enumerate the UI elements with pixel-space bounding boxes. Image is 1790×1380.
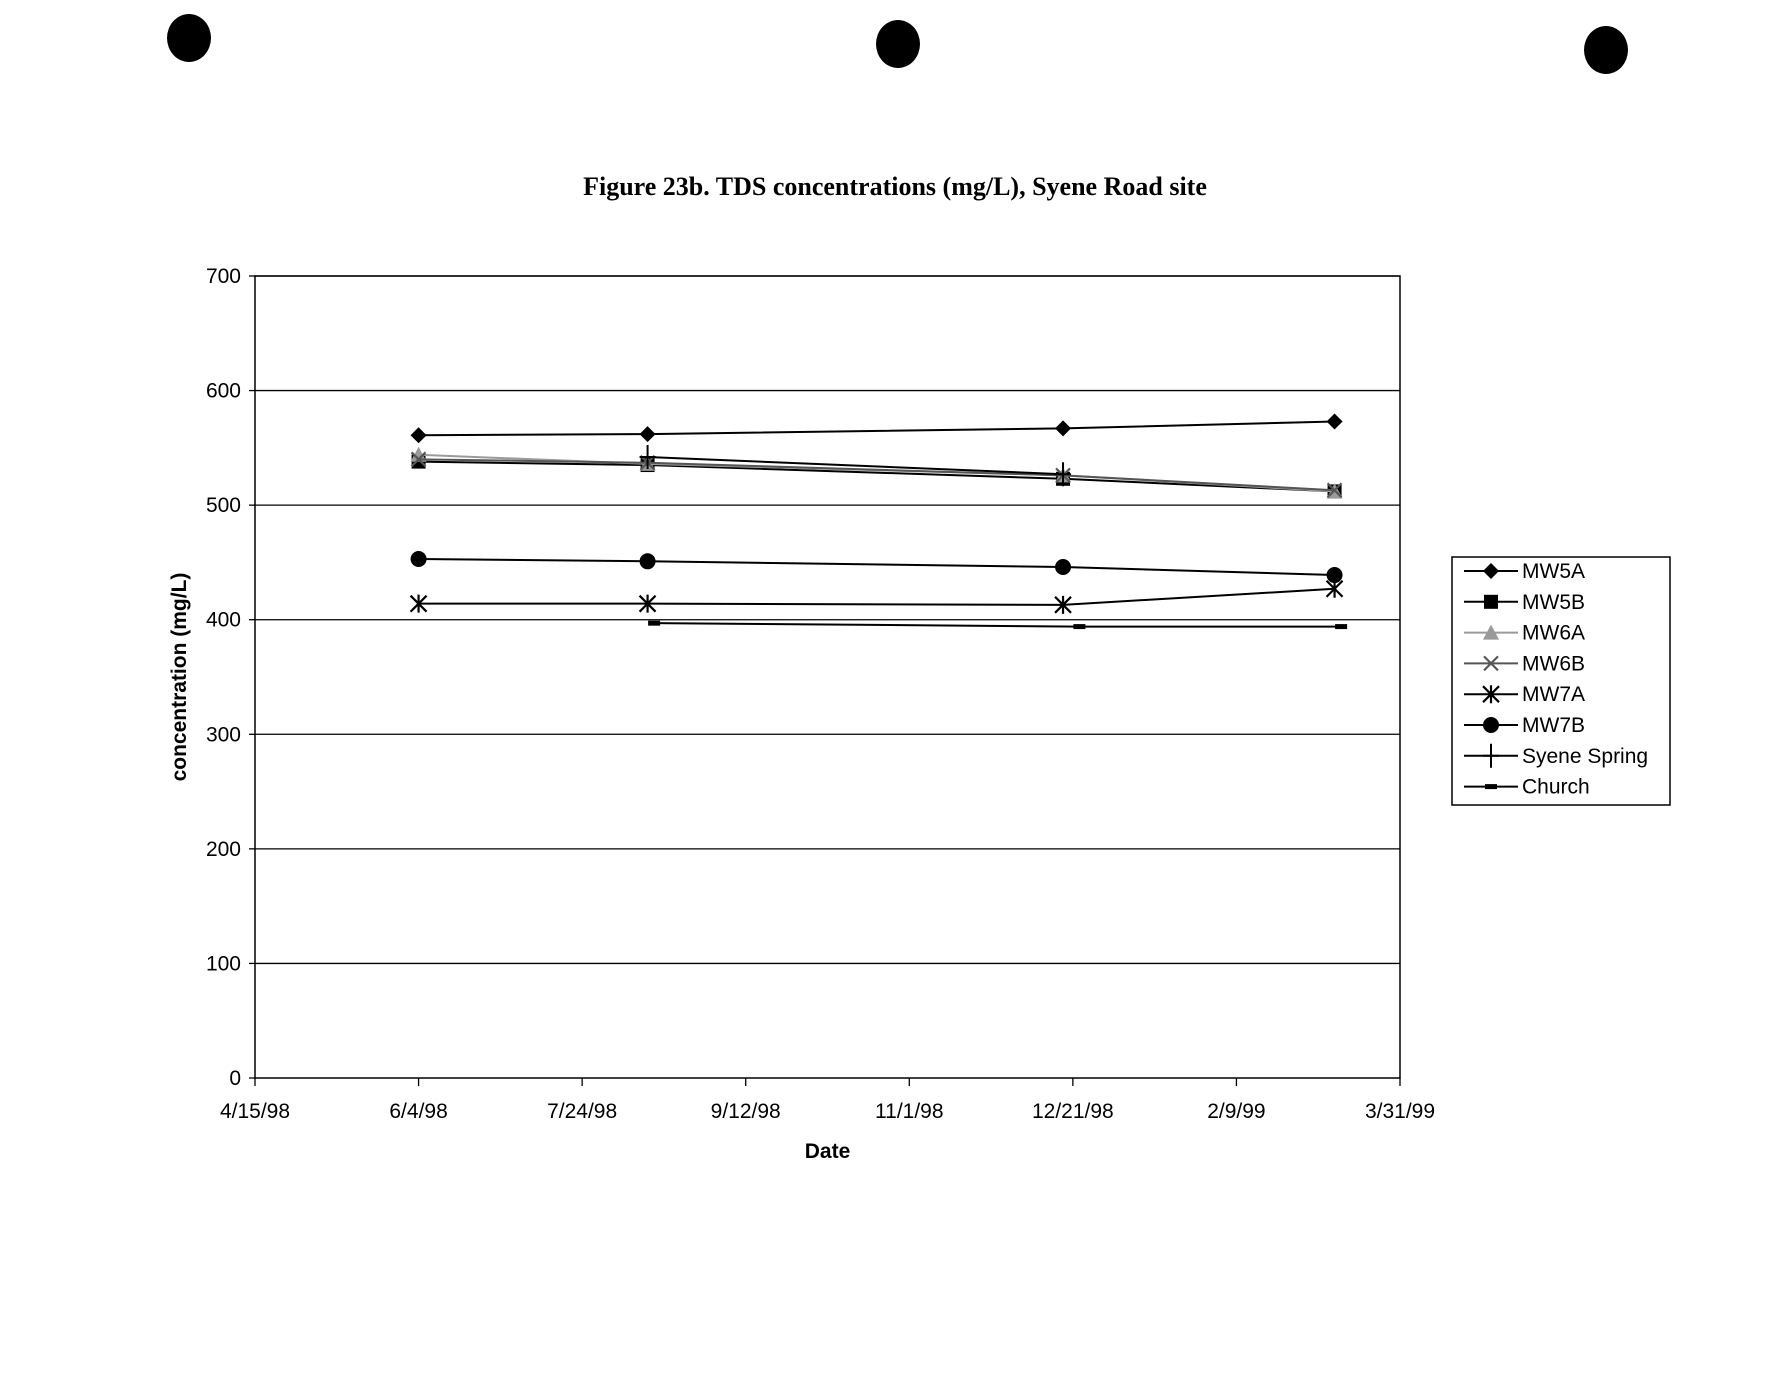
data-point-church [1335, 624, 1347, 629]
y-tick-label: 400 [205, 608, 241, 632]
legend-label: Syene Spring [1522, 744, 1649, 768]
y-tick-label: 0 [229, 1067, 241, 1090]
y-tick-label: 300 [205, 723, 241, 747]
data-point-mw5a [1055, 420, 1071, 436]
data-point-mw7b [640, 553, 656, 569]
y-tick-label: 100 [205, 952, 241, 976]
series-line-church [654, 623, 1341, 626]
data-point-mw5a [1327, 414, 1343, 430]
x-tick-label: 12/21/98 [1031, 1100, 1114, 1123]
plot-area [255, 276, 1400, 1078]
legend-marker-mw7b [1483, 717, 1499, 733]
data-point-mw7b [1327, 567, 1343, 583]
legend-marker-church [1485, 784, 1497, 789]
x-axis-title: Date [804, 1140, 851, 1163]
x-tick-label: 9/12/98 [710, 1100, 781, 1123]
legend-label: Church [1522, 775, 1590, 799]
data-point-mw7b [1055, 559, 1071, 575]
y-tick-label: 500 [205, 494, 241, 518]
series-line-mw5a [419, 422, 1335, 436]
legend [1452, 557, 1670, 805]
legend-marker-mw5b [1484, 595, 1498, 609]
data-point-church [1073, 624, 1085, 629]
x-tick-label: 11/1/98 [875, 1100, 944, 1123]
data-point-mw5a [640, 426, 656, 442]
y-tick-label: 700 [205, 265, 241, 288]
data-point-mw7b [411, 551, 427, 567]
legend-label: MW7A [1522, 683, 1585, 707]
legend-label: MW6B [1522, 652, 1585, 676]
legend-label: MW7B [1522, 714, 1585, 737]
series-line-mw7b [419, 559, 1335, 575]
y-tick-label: 600 [205, 379, 241, 403]
x-tick-label: 3/31/99 [1364, 1100, 1436, 1123]
x-tick-label: 4/15/98 [219, 1100, 291, 1123]
legend-item-syene-spring [1464, 744, 1648, 768]
series-line-mw7a [419, 589, 1335, 605]
legend-label: MW6A [1522, 621, 1585, 645]
data-point-church [648, 621, 660, 626]
series-mw5a [411, 414, 1343, 444]
data-point-mw5a [411, 427, 427, 443]
y-axis-title: concentration (mg/L) [168, 572, 191, 782]
x-tick-label: 7/24/98 [547, 1100, 618, 1123]
legend-label: MW5A [1522, 560, 1585, 583]
y-tick-label: 200 [205, 837, 241, 861]
series-mw7b [411, 551, 1343, 583]
x-tick-label: 2/9/99 [1207, 1100, 1266, 1123]
x-tick-label: 6/4/98 [389, 1100, 448, 1123]
legend-label: MW5B [1522, 590, 1585, 614]
figure-title: Figure 23b. TDS concentrations (mg/L), Syene Road site [583, 172, 1207, 201]
series-mw7a [411, 580, 1343, 614]
series-church [648, 621, 1347, 629]
